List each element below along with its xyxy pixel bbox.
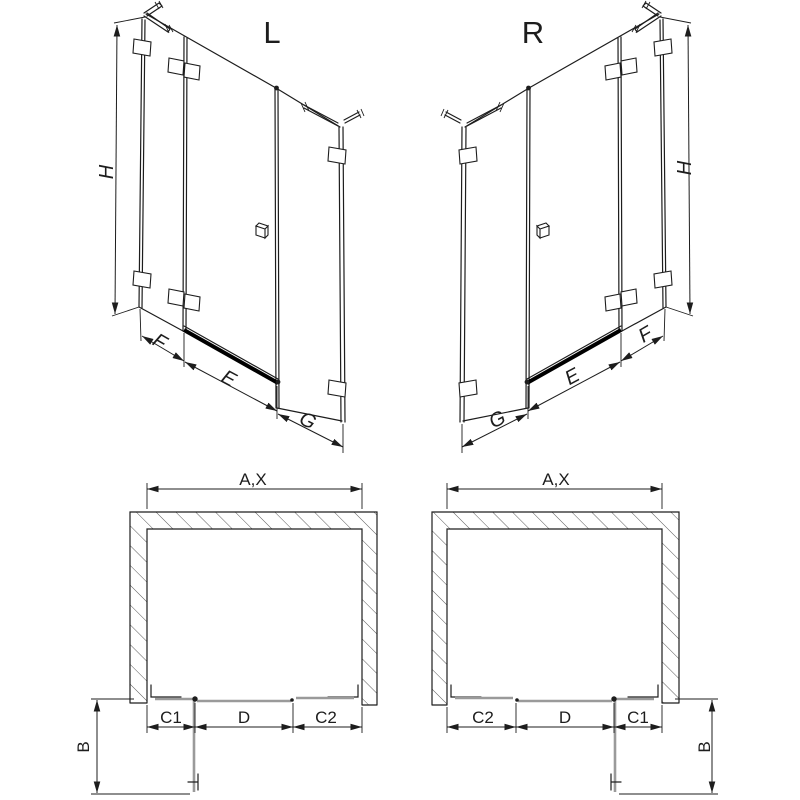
- depth-dim-label-right: B: [694, 741, 714, 753]
- panel-dim-label-e-left: E: [217, 366, 240, 392]
- elevation-right-view: [441, 1, 696, 453]
- width-dim-label-left: A,X: [239, 470, 267, 489]
- width-dim-label-right: A,X: [542, 470, 570, 489]
- variant-label-right: R: [521, 15, 545, 50]
- plan-right-view: [432, 470, 718, 794]
- front-dim-label-d-left: D: [237, 708, 251, 727]
- panel-dim-label-f-right: F: [634, 322, 657, 348]
- panel-dim-label-g-left: G: [295, 407, 320, 435]
- plan-left-view: [74, 470, 377, 794]
- panel-dim-label-g-right: G: [485, 406, 510, 434]
- depth-dim-label-left: B: [73, 741, 93, 753]
- height-dim-label-left: H: [96, 164, 118, 180]
- front-dim-label-d-right: D: [558, 708, 572, 727]
- elevation-left-art: [112, 1, 364, 453]
- elevation-left-view: [96, 1, 364, 453]
- front-dim-label-c1-left: C1: [160, 708, 182, 727]
- panel-dim-label-f-left: F: [148, 329, 171, 355]
- panel-dim-label-e-right: E: [561, 364, 584, 390]
- front-dim-label-c1-right: C1: [627, 708, 649, 727]
- variant-label-left: L: [263, 15, 281, 50]
- height-dim-label-right: H: [674, 160, 696, 176]
- front-dim-label-c2-left: C2: [315, 708, 337, 727]
- wall-hatch-right: [432, 512, 679, 705]
- front-dim-label-c2-right: C2: [472, 708, 494, 727]
- wall-hatch-left: [130, 512, 377, 705]
- elevation-right-art: [441, 1, 693, 453]
